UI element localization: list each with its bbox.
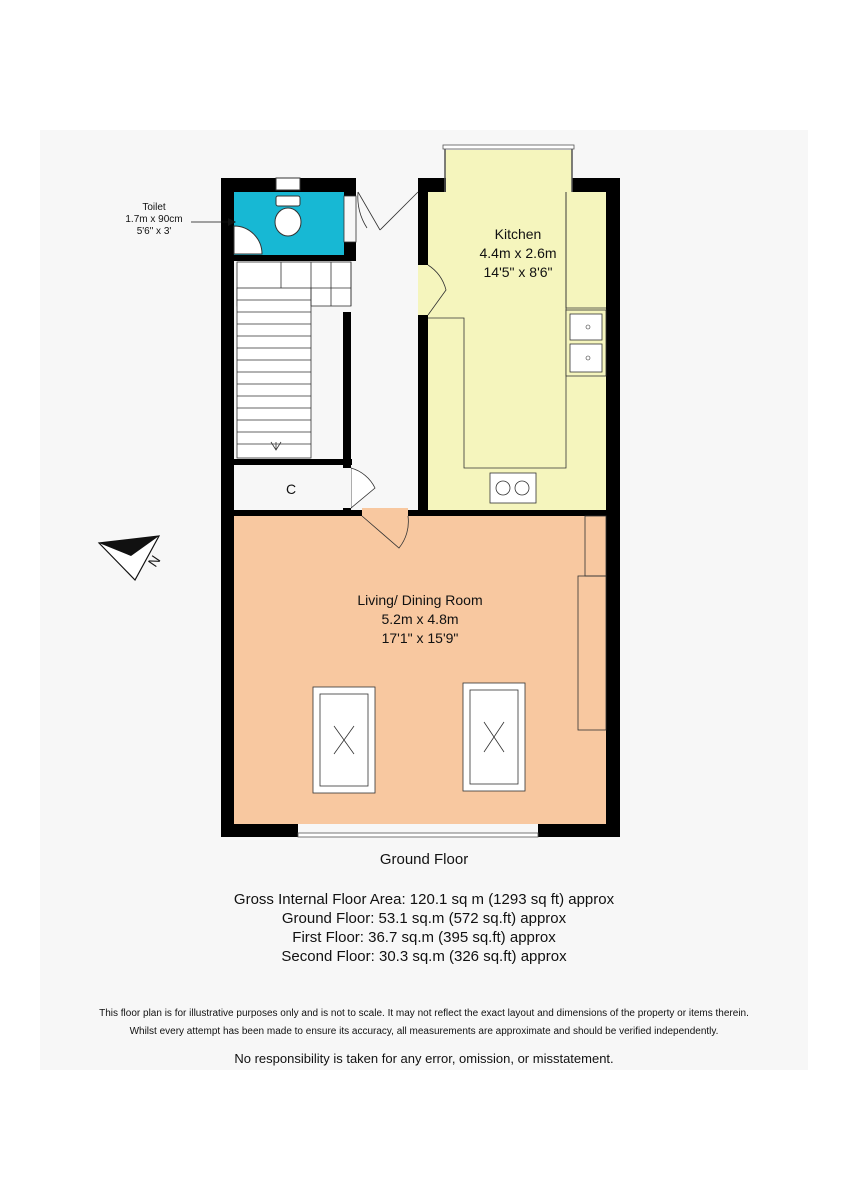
cupboard-label: C <box>285 481 297 497</box>
area-second: Second Floor: 30.3 sq.m (326 sq.ft) approx <box>281 948 567 965</box>
living-metric: 5.2m x 4.8m <box>381 611 459 627</box>
area-ground: Ground Floor: 53.1 sq.m (572 sq.ft) approx <box>281 910 567 927</box>
wc-tank <box>276 196 300 206</box>
cupboard-door-gap <box>343 468 351 508</box>
bay-wall-left <box>418 178 446 192</box>
stair-wall <box>343 312 351 460</box>
living-name: Living/ Dining Room <box>357 592 483 608</box>
kitchen-name: Kitchen <box>494 226 542 242</box>
toilet-label <box>114 202 194 238</box>
toilet-door-gap <box>344 196 356 242</box>
kitchen-left-wall <box>418 192 428 510</box>
area-first: First Floor: 36.7 sq.m (395 sq.ft) approx <box>292 929 556 946</box>
kitchen-label <box>448 225 588 282</box>
living-top-wall <box>221 510 620 516</box>
living-room <box>234 516 606 824</box>
kitchen-imperial: 14'5" x 8'6" <box>483 264 553 280</box>
skylight-right <box>463 683 525 791</box>
compass-letter: N <box>144 552 164 570</box>
skylight-left <box>313 687 375 793</box>
toilet-cistern <box>276 178 300 190</box>
no-responsibility: No responsibility is taken for any error, omission, or misstatement. <box>234 1051 614 1066</box>
living-label <box>280 591 560 648</box>
bay-wall-right <box>572 178 620 192</box>
bay-window <box>445 150 572 192</box>
area-summary <box>74 890 774 966</box>
bay-window-frame <box>443 145 574 149</box>
area-gross: Gross Internal Floor Area: 120.1 sq m (1293 sq ft) approx <box>233 891 615 908</box>
living-imperial: 17'1" x 15'9" <box>381 630 459 646</box>
front-door-gap <box>356 178 418 192</box>
toilet-imperial: 5'6" x 3' <box>136 226 172 237</box>
floor-title: Ground Floor <box>379 851 469 868</box>
disclaimer-line-2: Whilst every attempt has been made to ensure its accuracy, all measurements are approximate and should be verified independently. <box>129 1026 719 1037</box>
toilet-bottom-wall <box>234 255 356 261</box>
cupboard-wall-top <box>234 459 352 465</box>
kitchen-door-gap <box>418 265 428 315</box>
disclaimer-line-1: This floor plan is for illustrative purposes only and is not to scale. It may not reflect the exact layout and dimensions of the property or items therein. <box>99 1008 749 1019</box>
wc-bowl <box>275 208 301 236</box>
living-door-gap <box>362 508 408 518</box>
disclaimer <box>44 1005 804 1041</box>
toilet-metric: 1.7m x 90cm <box>125 214 183 225</box>
rear-doors <box>298 833 538 837</box>
toilet-name: Toilet <box>142 202 166 213</box>
floor-plan-sheet <box>40 130 808 1070</box>
kitchen-metric: 4.4m x 2.6m <box>479 245 557 261</box>
